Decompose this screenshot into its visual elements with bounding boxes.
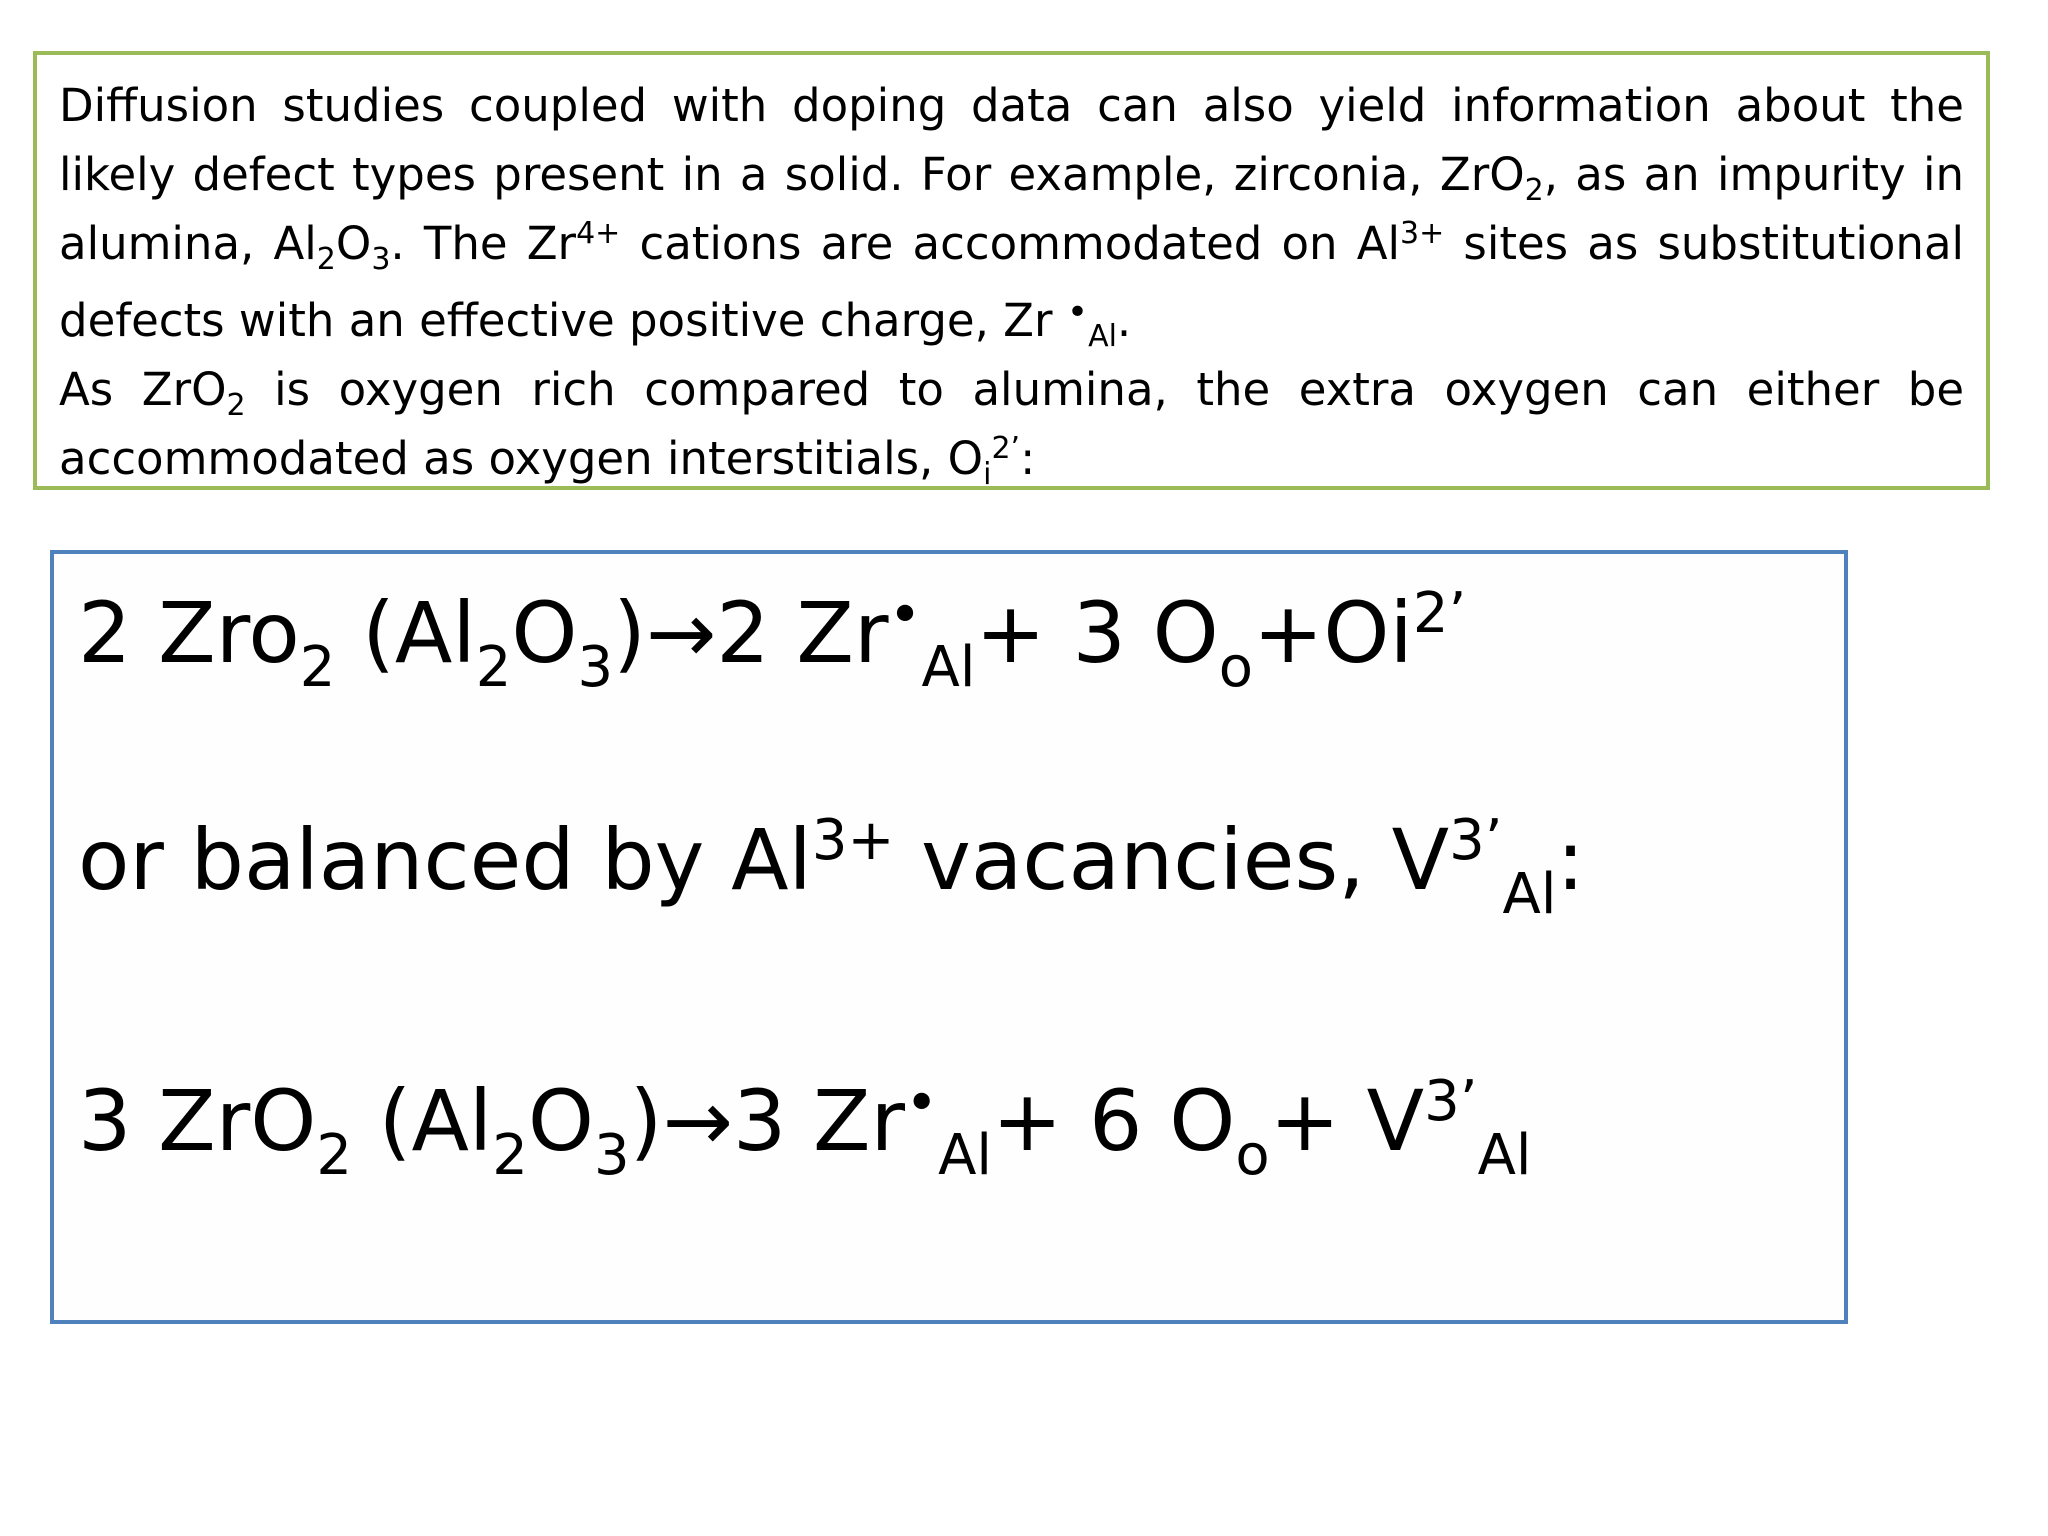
superscript: 3’ <box>1424 1069 1478 1134</box>
text-run: : <box>1020 432 1036 485</box>
subscript: Al <box>1477 1123 1532 1188</box>
eq-text: or balanced by Al <box>78 811 812 909</box>
subscript: 3 <box>371 242 391 277</box>
text-run: As ZrO <box>59 363 227 416</box>
eq-text: )→2 Zr <box>613 584 889 682</box>
eq-text: + 6 O <box>991 1072 1236 1170</box>
superscript: 2’ <box>1412 581 1467 646</box>
text-run: . <box>1116 294 1132 347</box>
superscript: 4+ <box>576 216 621 251</box>
text-run: O <box>335 217 372 270</box>
text-run: sites as substitutional defects with an effective positive charge, Zr <box>59 217 1965 347</box>
text-run: is oxygen rich compared to alumina, the extra oxygen can either be accommodated as oxygen interstitials, O <box>59 363 1965 485</box>
text-run: . The Zr <box>390 217 577 270</box>
positive-charge-dot: • <box>905 1071 939 1136</box>
subscript: 2 <box>1524 173 1544 208</box>
eq-text: + 3 O <box>975 584 1219 682</box>
superscript: 3+ <box>811 808 895 873</box>
subscript: 2 <box>316 1123 352 1188</box>
subscript: o <box>1218 635 1254 700</box>
intro-text-box <box>33 51 1990 490</box>
eq-text: : <box>1556 811 1585 909</box>
subscript: 2 <box>492 1123 528 1188</box>
subscript: Al <box>1088 319 1117 354</box>
subscript: 3 <box>594 1123 630 1188</box>
equation-vacancy <box>78 1062 1844 1188</box>
superscript: 3’ <box>1449 808 1503 873</box>
equation-interstitial <box>78 574 1844 700</box>
eq-text: O <box>527 1072 595 1170</box>
text-run: cations are accommodated on Al <box>620 217 1400 270</box>
intro-paragraph-1 <box>59 71 1964 355</box>
subscript: 3 <box>577 635 614 700</box>
eq-text: (Al <box>351 1072 493 1170</box>
text-run: , as an impurity in alumina, Al <box>59 148 1964 270</box>
eq-text: 3 ZrO <box>78 1072 317 1170</box>
superscript: 3+ <box>1400 216 1445 251</box>
eq-text: (Al <box>335 584 476 682</box>
equation-box <box>50 550 1848 1324</box>
subscript: 2 <box>475 635 512 700</box>
eq-text: + V <box>1269 1072 1425 1170</box>
eq-text: +Oi <box>1253 584 1413 682</box>
eq-text: 2 Zro <box>78 584 300 682</box>
intro-paragraph-2 <box>59 355 1964 493</box>
balanced-by-vacancies-line <box>78 808 1844 927</box>
positive-charge-dot: • <box>888 583 922 648</box>
subscript: 2 <box>226 388 246 423</box>
subscript: Al <box>921 635 976 700</box>
superscript: 2’ <box>991 431 1021 466</box>
eq-text: vacancies, V <box>894 811 1450 909</box>
eq-text: )→3 Zr <box>629 1072 906 1170</box>
subscript: o <box>1235 1123 1270 1188</box>
subscript: i <box>983 457 992 492</box>
eq-text: O <box>511 584 578 682</box>
subscript: 2 <box>316 242 336 277</box>
text-run: Diffusion studies coupled with doping data can also yield information about the likely defect types present in a solid. For example, zirconia, ZrO <box>59 79 1964 201</box>
subscript: Al <box>938 1123 992 1188</box>
subscript: Al <box>1502 862 1557 927</box>
subscript: 2 <box>299 635 336 700</box>
positive-charge-dot: • <box>1066 292 1089 333</box>
